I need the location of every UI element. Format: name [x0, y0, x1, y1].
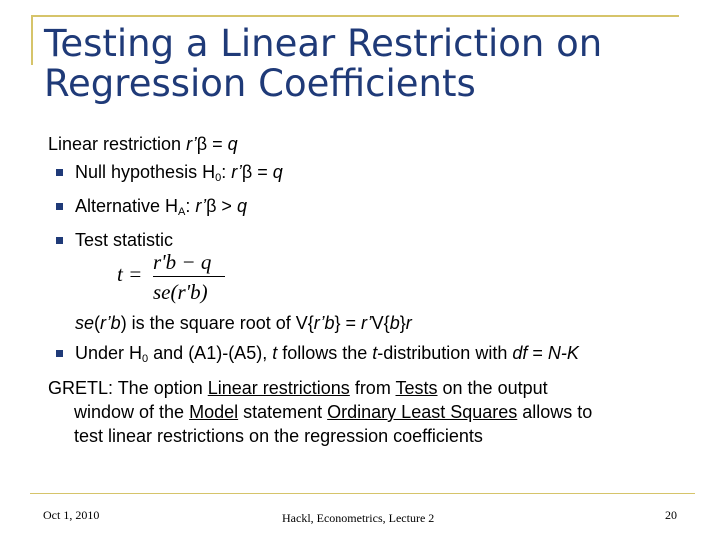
- bullet-square-icon: [56, 203, 63, 210]
- gretl-text-e: statement: [238, 402, 328, 422]
- se-eq: } =: [334, 313, 361, 333]
- gretl-note: [48, 376, 668, 448]
- intro-r: r’: [186, 134, 197, 154]
- alt-colon: :: [185, 196, 196, 216]
- bullet-distribution: [48, 341, 579, 371]
- se-rb2: r’b: [313, 313, 335, 333]
- bullet-square-icon: [56, 169, 63, 176]
- alt-q: q: [236, 196, 247, 216]
- null-q: q: [272, 162, 283, 182]
- gretl-line-2: [48, 400, 668, 424]
- title-line-2: Regression Coefficients: [44, 62, 476, 105]
- intro-beta: β =: [196, 134, 228, 154]
- formula-numerator: r'b − q: [153, 250, 212, 274]
- se-r: r’: [361, 313, 372, 333]
- formula-denominator: se(r'b): [153, 280, 208, 304]
- null-text: Null hypothesis H: [75, 162, 216, 182]
- linear-restrictions-link[interactable]: Linear restrictions: [207, 378, 350, 398]
- under-assumptions: and (A1)-(A5),: [148, 343, 273, 363]
- alt-sub: A: [178, 206, 186, 218]
- bullet-square-icon: [56, 350, 63, 357]
- under-dist: -distribution with: [377, 343, 513, 363]
- intro-text: Linear restriction: [48, 134, 187, 154]
- bullet-alternative: [48, 192, 688, 226]
- left-rule: [31, 15, 33, 65]
- gretl-line-1: [48, 376, 668, 400]
- gretl-text-f: allows to: [517, 402, 593, 422]
- null-colon: :: [221, 162, 232, 182]
- se-rb: r’b: [100, 313, 121, 333]
- ols-link[interactable]: Ordinary Least Squares: [327, 402, 518, 422]
- slide-title: [44, 24, 694, 104]
- title-line-1: Testing a Linear Restriction on: [44, 22, 603, 65]
- under-follows: follows the: [277, 343, 373, 363]
- se-r-end: r: [405, 313, 412, 333]
- se-paren: (: [94, 313, 101, 333]
- formula-lhs: t =: [117, 262, 143, 286]
- gretl-text-b: from: [349, 378, 396, 398]
- bullet-null-hypothesis: [48, 158, 688, 192]
- footer-page-number: 20: [665, 508, 677, 522]
- se-mid: ) is the square root of V{: [120, 313, 314, 333]
- alt-r: r’: [195, 196, 207, 216]
- under-nk: N-K: [547, 343, 579, 363]
- se-close: }: [399, 313, 406, 333]
- gretl-text-c: on the output: [437, 378, 548, 398]
- test-statistic-text: Test statistic: [75, 230, 174, 250]
- gretl-text-d: window of the: [74, 402, 190, 422]
- fraction-bar: [153, 276, 225, 277]
- t-statistic-formula: [117, 250, 237, 305]
- under-sub: 0: [142, 353, 149, 365]
- alt-beta: β >: [206, 196, 237, 216]
- se-se: se: [75, 313, 95, 333]
- null-r: r’: [231, 162, 242, 182]
- bullet-square-icon: [56, 237, 63, 244]
- tests-link[interactable]: Tests: [395, 378, 438, 398]
- null-sub: 0: [215, 172, 222, 184]
- gretl-text-a: GRETL: The option: [48, 378, 208, 398]
- top-rule: [31, 15, 679, 17]
- footer-date: Oct 1, 2010: [43, 508, 100, 522]
- under-t2: t: [372, 343, 378, 363]
- under-eq: =: [527, 343, 548, 363]
- under-df: df: [512, 343, 528, 363]
- alt-text: Alternative H: [75, 196, 179, 216]
- se-b: b: [389, 313, 400, 333]
- under-text: Under H: [75, 343, 143, 363]
- se-v: V{: [371, 313, 390, 333]
- under-t: t: [272, 343, 278, 363]
- bottom-rule: [30, 493, 695, 494]
- intro-q: q: [227, 134, 238, 154]
- null-beta: β =: [241, 162, 273, 182]
- gretl-line-3: test linear restrictions on the regression coefficients: [74, 426, 483, 446]
- intro-line: [48, 130, 688, 158]
- model-link[interactable]: Model: [189, 402, 239, 422]
- footer-center: Hackl, Econometrics, Lecture 2: [282, 511, 435, 525]
- standard-error-explanation: [75, 311, 412, 335]
- slide-content: [48, 130, 688, 254]
